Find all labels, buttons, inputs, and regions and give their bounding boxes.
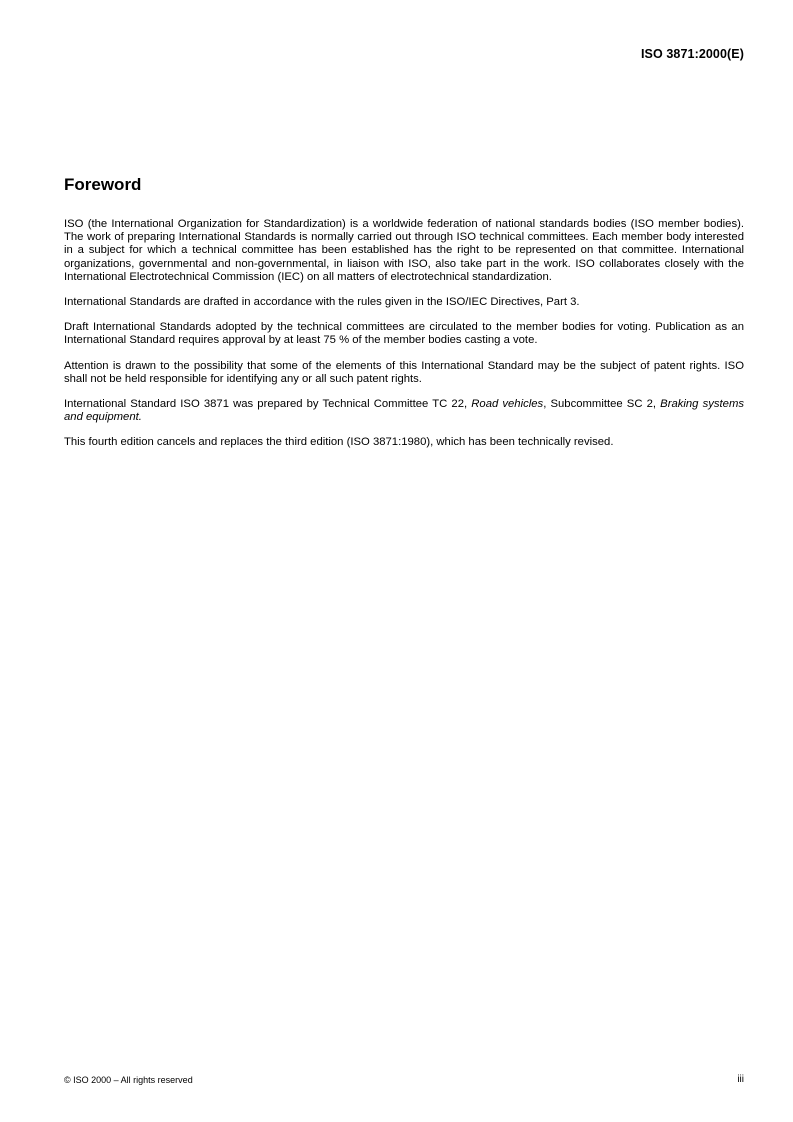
committee-name: Road vehicles [471, 398, 544, 411]
foreword-body [64, 218, 744, 462]
paragraph-iso-overview: ISO (the International Organization for Standardization) is a worldwide federation of national standards bodies (ISO member bodies). The work of preparing International Standards is normally carried out through ISO technical committees. Each member body interested in a subject for which a technical committee has been established has the right to be represented on that committee. International organizations, governmental and non-governmental, in liaison with ISO, also take part in the work. ISO collaborates closely with the International Electrotechnical Commission (IEC) on all matters of electrotechnical standardization. [64, 218, 744, 283]
subcommittee-name: Braking systems and equipment. [64, 398, 745, 424]
preparation-text-1: International Standard ISO 3871 was prepared by Technical Committee TC 22, [64, 398, 472, 411]
paragraph-edition: This fourth edition cancels and replaces the third edition (ISO 3871:1980), which has been technically revised. [64, 436, 614, 449]
paragraph-patent-rights: Attention is drawn to the possibility that some of the elements of this International Standard may be the subject of patent rights. ISO shall not be held responsible for identifying any or all such patent rights. [64, 359, 744, 385]
paragraph-preparation [64, 398, 744, 424]
paragraph-directives: International Standards are drafted in accordance with the rules given in the ISO/IEC Directives, Part 3. [64, 296, 580, 309]
section-title: Foreword [64, 175, 142, 194]
preparation-text-2: , Subcommittee SC 2, [543, 398, 661, 411]
paragraph-voting: Draft International Standards adopted by the technical committees are circulated to the member bodies for voting. Publication as an International Standard requires approval by at least 75 % of the member bodies casting a vote. [64, 321, 744, 347]
document-id: ISO 3871:2000(E) [640, 47, 744, 61]
page-number: iii [737, 1074, 744, 1085]
copyright-notice: © ISO 2000 – All rights reserved [64, 1075, 193, 1085]
